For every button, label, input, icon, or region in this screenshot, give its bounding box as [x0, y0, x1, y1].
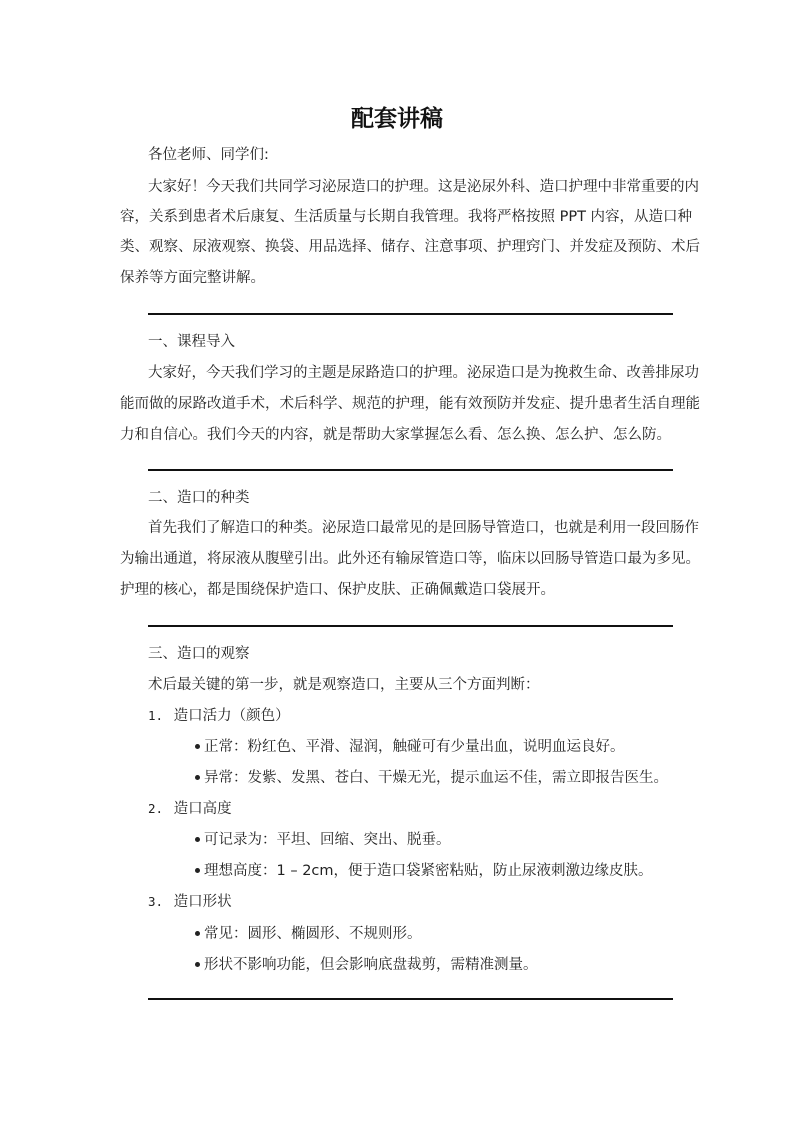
section-3-heading: 三、造口的观察: [148, 646, 250, 662]
section-1-heading: 一、课程导入: [148, 334, 235, 350]
list-item-heading: [148, 799, 232, 819]
section-divider: [148, 998, 673, 1000]
section-divider: [148, 469, 673, 471]
intro-line-2: 容，关系到患者术后康复、生活质量与长期自我管理。我将严格按照 PPT 内容，从造口种: [120, 209, 693, 225]
bullet-item: [195, 737, 625, 757]
section-3-lead: 术后最关键的第一步，就是观察造口，主要从三个方面判断：: [148, 677, 540, 693]
intro-line-3: 类、观察、尿液观察、换袋、用品选择、储存、注意事项、护理窍门、并发症及预防、术后: [120, 239, 700, 255]
section-divider: [148, 313, 673, 315]
bullet-text: 可记录为：平坦、回缩、突出、脱垂。: [204, 832, 451, 848]
bullet-icon: [195, 962, 200, 967]
list-item-number: 2.: [148, 801, 164, 816]
greeting: 各位老师、同学们:: [148, 147, 269, 163]
section-1-line-1: 大家好，今天我们学习的主题是尿路造口的护理。泌尿造口是为挽救生命、改善排尿功: [148, 365, 699, 381]
bullet-item: [195, 924, 422, 944]
section-divider: [148, 625, 673, 627]
list-item-number: 3.: [148, 894, 164, 909]
list-item-heading: [148, 892, 232, 912]
bullet-icon: [195, 744, 200, 749]
intro-line-4: 保养等方面完整讲解。: [120, 270, 265, 286]
bullet-item: [195, 830, 451, 850]
section-2-heading: 二、造口的种类: [148, 490, 250, 506]
bullet-text: 常见：圆形、椭圆形、不规则形。: [204, 926, 422, 942]
list-item-number: 1.: [148, 708, 164, 723]
list-item-label: 造口高度: [173, 801, 232, 817]
section-2-line-1: 首先我们了解造口的种类。泌尿造口最常见的是回肠导管造口，也就是利用一段回肠作: [148, 520, 699, 536]
bullet-item: [195, 861, 653, 881]
bullet-item: [195, 955, 538, 975]
bullet-text: 正常：粉红色、平滑、湿润，触碰可有少量出血，说明血运良好。: [204, 739, 625, 755]
bullet-item: [195, 768, 668, 788]
list-item-label: 造口形状: [173, 894, 232, 910]
bullet-text: 理想高度：1 – 2cm，便于造口袋紧密粘贴，防止尿液刺激边缘皮肤。: [204, 863, 653, 879]
bullet-icon: [195, 931, 200, 936]
bullet-text: 异常：发紫、发黑、苍白、干燥无光，提示血运不佳，需立即报告医生。: [204, 770, 668, 786]
section-2-line-3: 护理的核心，都是围绕保护造口、保护皮肤、正确佩戴造口袋展开。: [120, 582, 555, 598]
bullet-text: 形状不影响功能，但会影响底盘裁剪，需精准测量。: [204, 957, 538, 973]
bullet-icon: [195, 868, 200, 873]
list-item-heading: [148, 706, 290, 726]
section-1-line-3: 力和自信心。我们今天的内容，就是帮助大家掌握怎么看、怎么换、怎么护、怎么防。: [120, 427, 671, 443]
page-title: 配套讲稿: [351, 106, 443, 132]
section-1-line-2: 能而做的尿路改道手术，术后科学、规范的护理，能有效预防并发症、提升患者生活自理能: [120, 396, 700, 412]
intro-line-1: 大家好！今天我们共同学习泌尿造口的护理。这是泌尿外科、造口护理中非常重要的内: [148, 179, 699, 195]
bullet-icon: [195, 837, 200, 842]
section-2-line-2: 为输出通道，将尿液从腹壁引出。此外还有输尿管造口等，临床以回肠导管造口最为多见。: [120, 551, 700, 567]
bullet-icon: [195, 775, 200, 780]
list-item-label: 造口活力（颜色）: [173, 708, 290, 724]
